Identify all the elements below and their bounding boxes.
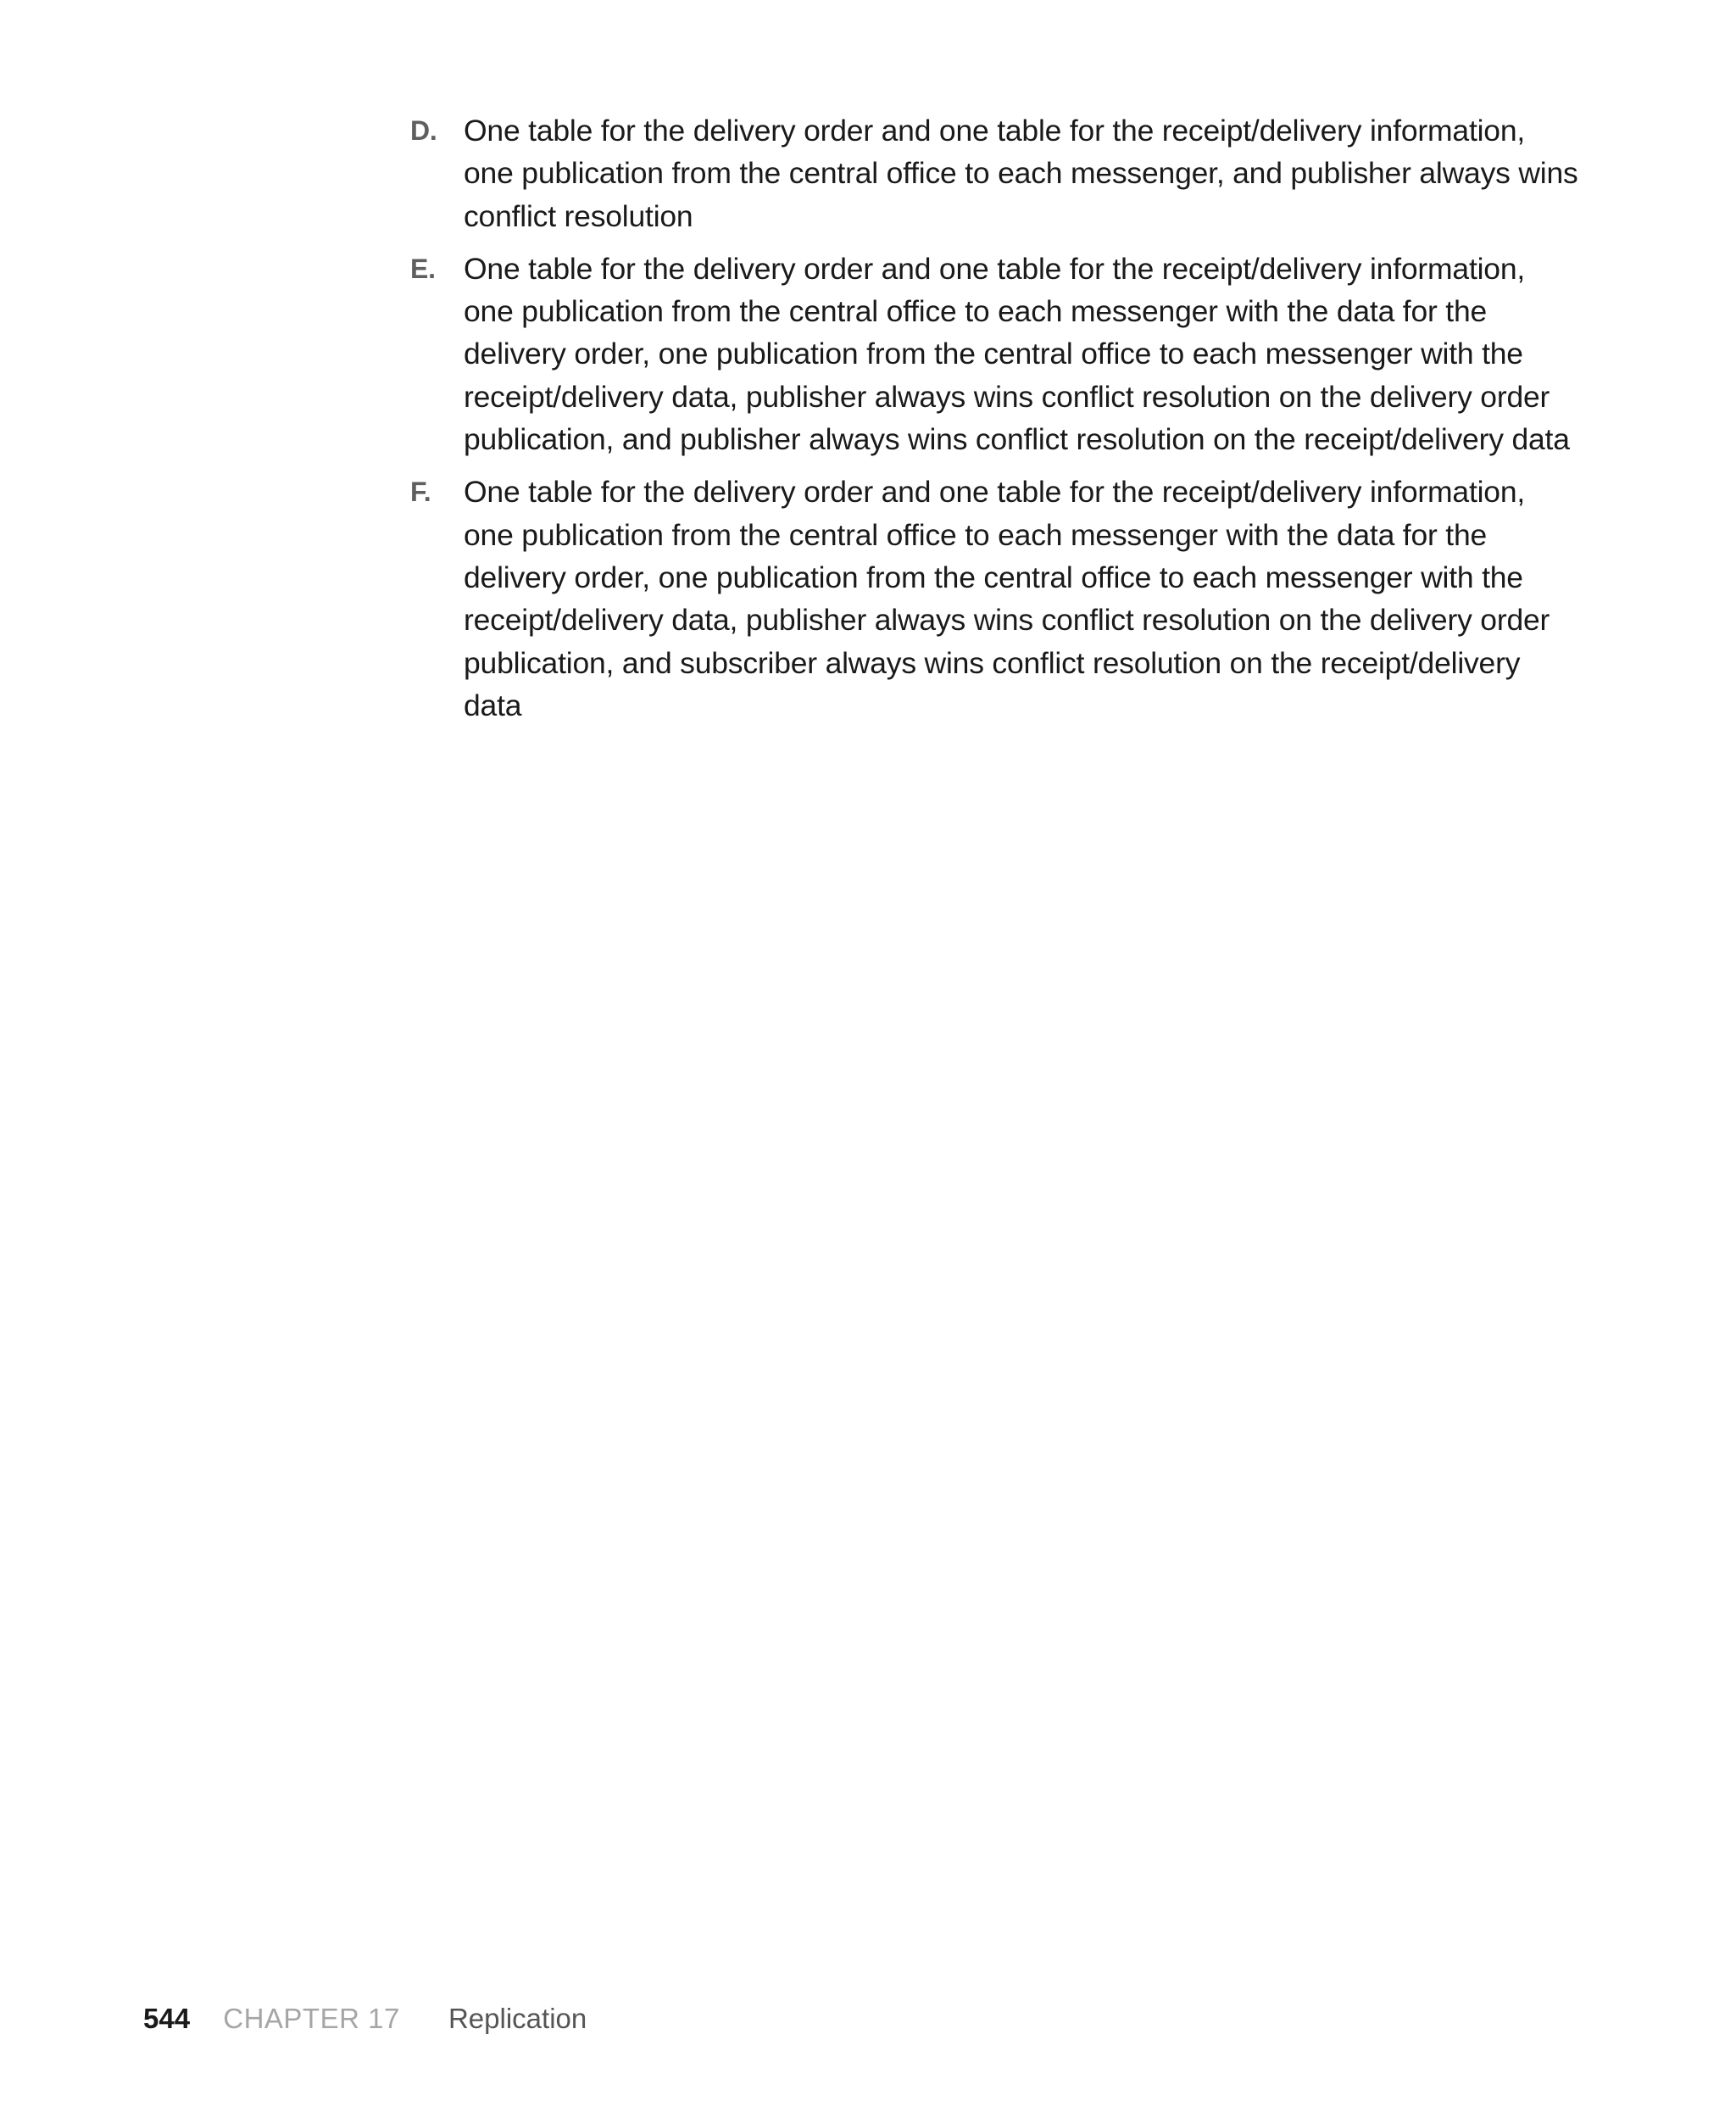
- answer-option-d: [410, 109, 1580, 237]
- answer-text: One table for the delivery order and one table for the receipt/delivery information, one publication from the central office to each messenger with the data for the delivery order, one publication from the central office to each messenger with the receipt/delivery data, publisher always wins conflict resolution on the delivery order publication, and subscriber always wins conflict resolution on the receipt/delivery data: [464, 475, 1550, 722]
- answer-text: One table for the delivery order and one table for the receipt/delivery information, one publication from the central office to each messenger with the data for the delivery order, one publication from the central office to each messenger with the receipt/delivery data, publisher always wins conflict resolution on the delivery order publication, and publisher always wins conflict resolution on the receipt/delivery data: [464, 251, 1570, 457]
- answer-letter: F.: [410, 477, 431, 508]
- page-number: 544: [143, 2003, 191, 2034]
- chapter-title: Replication: [448, 2003, 587, 2034]
- answer-text: One table for the delivery order and one table for the receipt/delivery information, one publication from the central office to each messenger, and publisher always wins conflict resolution: [464, 114, 1578, 233]
- answer-letter: D.: [410, 115, 437, 146]
- answer-option-f: [410, 471, 1580, 727]
- answer-letter: E.: [410, 253, 436, 284]
- chapter-label: CHAPTER 17: [223, 2003, 400, 2034]
- page-footer: [143, 2002, 587, 2036]
- answer-options-list: [410, 109, 1580, 737]
- answer-option-e: [410, 248, 1580, 460]
